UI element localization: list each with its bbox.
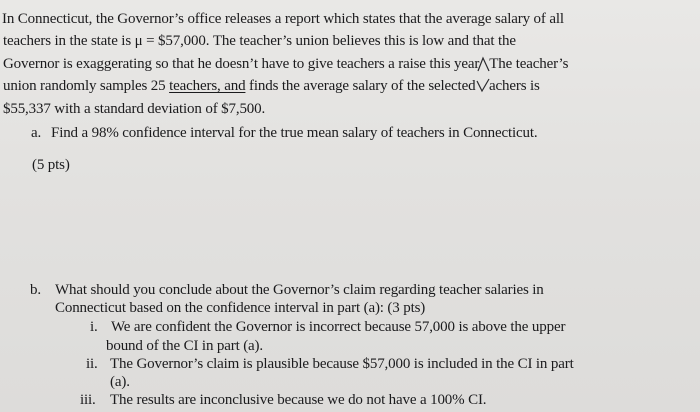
- option-i-line-2: bound of the CI in part (a).: [106, 338, 264, 354]
- option-ii-line-2: (a).: [110, 374, 130, 390]
- part-a-question: Find a 98% confidence interval for the true mean salary of teachers in Connecticut.: [51, 125, 538, 141]
- option-ii-line-1: The Governor’s claim is plausible because $57,000 is included in the CI in part: [110, 356, 574, 372]
- handwritten-insert-mark: [479, 78, 489, 92]
- intro-line-3: [3, 55, 568, 73]
- part-a-points: (5 pts): [32, 157, 70, 173]
- part-a-label: a.: [31, 125, 42, 141]
- option-iii-number: iii.: [80, 392, 96, 408]
- part-b-question-line-1: What should you conclude about the Governor’s claim regarding teacher salaries in: [55, 282, 544, 298]
- intro-line-3-text: Governor is exaggerating so that he doesn’t have to give teachers a raise this year: [3, 56, 480, 72]
- intro-line-4-underlined: teachers, and: [169, 78, 246, 94]
- intro-line-5: $55,337 with a standard deviation of $7,500.: [3, 101, 266, 117]
- part-b-question-line-2: Connecticut based on the confidence interval in part (a): (3 pts): [55, 300, 426, 316]
- intro-line-4: [3, 77, 540, 95]
- intro-line-4-post: finds the average salary of the selected: [245, 78, 480, 94]
- intro-line-4-pre: union randomly samples 25: [3, 78, 170, 94]
- option-iii-line-1: The results are inconclusive because we do not have a 100% CI.: [110, 392, 487, 408]
- intro-line-4-end: achers is: [489, 78, 540, 94]
- intro-line-2: teachers in the state is μ = $57,000. The teacher’s union believes this is low and that the: [3, 33, 516, 49]
- part-b-label: b.: [30, 282, 41, 298]
- option-ii-number: ii.: [86, 356, 98, 372]
- option-i-line-1: We are confident the Governor is incorrect because 57,000 is above the upper: [111, 319, 566, 335]
- option-i-number: i.: [90, 319, 98, 335]
- handwritten-caret-mark: [479, 56, 489, 70]
- intro-line-1: In Connecticut, the Governor’s office releases a report which states that the average salary of all: [2, 11, 564, 27]
- intro-line-3-tail: The teacher’s: [489, 56, 569, 72]
